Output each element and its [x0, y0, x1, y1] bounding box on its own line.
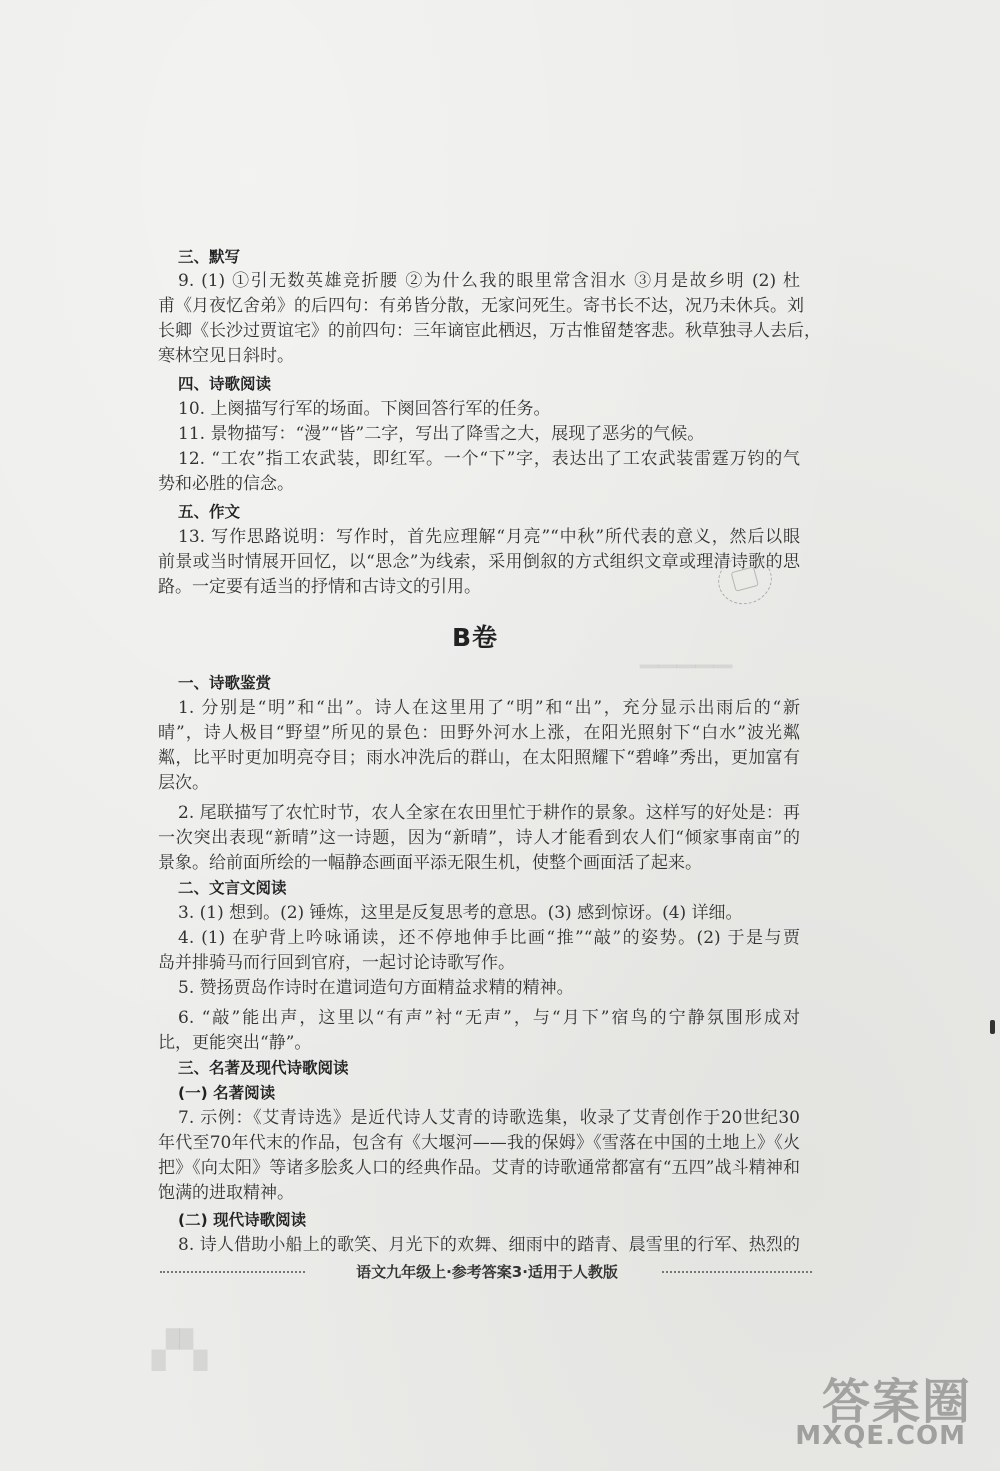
- answer-13-line-1: 13. 写作思路说明：写作时，首先应理解“月亮”“中秋”所代表的意义，然后以眼: [178, 527, 800, 547]
- footer-dotted-rule-left: [160, 1271, 305, 1273]
- answer-5: 5. 赞扬贾岛作诗时在遣词造句方面精益求精的精神。: [178, 978, 574, 998]
- answer-11: 11. 景物描写：“漫”“皆”二字，写出了降雪之大，展现了恶劣的气候。: [178, 424, 705, 444]
- heading-poetry-reading: 四、诗歌阅读: [178, 375, 272, 393]
- answer-2-line-1: 2. 尾联描写了农忙时节，农人全家在农田里忙于耕作的景象。这样写的好处是：再: [178, 803, 800, 823]
- answer-4-line-2: 岛并排骑马而行回到官府，一起讨论诗歌写作。: [158, 953, 515, 973]
- faint-corner-mark: ▞▚: [152, 1330, 208, 1371]
- edge-speck: [990, 1020, 995, 1034]
- heading-poetry-appreciation: 一、诗歌鉴赏: [178, 674, 272, 692]
- answer-12-line-2: 势和必胜的信念。: [158, 474, 294, 494]
- answer-9-line-4: 寒林空见日斜时。: [158, 346, 294, 366]
- subheading-modern-poetry: (二) 现代诗歌阅读: [178, 1211, 307, 1229]
- watermark-logo: 答案圈: [821, 1374, 972, 1430]
- answer-7-line-1: 7. 示例：《艾青诗选》是近代诗人艾青的诗歌选集，收录了艾青创作于20世纪30: [178, 1108, 800, 1128]
- answer-13-line-3: 路。一定要有适当的抒情和古诗文的引用。: [158, 577, 481, 597]
- answer-8-line-1: 8. 诗人借助小船上的歌笑、月光下的欢舞、细雨中的踏青、晨雪里的行军、热烈的: [178, 1235, 800, 1255]
- answer-10: 10. 上阕描写行军的场面。下阕回答行军的任务。: [178, 399, 551, 419]
- answer-9-line-3: 长卿《长沙过贾谊宅》的前四句：三年谪宦此栖迟，万古惟留楚客悲。秋草独寻人去后，: [158, 321, 821, 341]
- subheading-classics: (一) 名著阅读: [178, 1084, 276, 1102]
- answer-9-line-1: 9. (1) ①引无数英雄竞折腰 ②为什么我的眼里常含泪水 ③月是故乡明 (2) 杜: [178, 271, 800, 291]
- footer-dotted-rule-right: [662, 1271, 812, 1273]
- answer-1-line-4: 层次。: [158, 773, 209, 793]
- answer-1-line-3: 粼，比平时更加明亮夺目；雨水冲洗后的群山，在太阳照耀下“碧峰”秀出，更加富有: [158, 748, 800, 768]
- site-watermark: [772, 1363, 972, 1463]
- answer-2-line-3: 景象。给前面所绘的一幅静态画面平添无限生机，使整个画面活了起来。: [158, 853, 702, 873]
- answer-7-line-4: 饱满的进取精神。: [158, 1183, 294, 1203]
- bleed-through-text: ▔▔▔▔▔: [640, 665, 733, 693]
- answer-6-line-1: 6. “敲”能出声，这里以“有声”衬“无声”，与“月下”宿鸟的宁静氛围形成对: [178, 1008, 800, 1028]
- answer-3: 3. (1) 想到。(2) 锤炼，这里是反复思考的意思。(3) 感到惊讶。(4) 详细。: [178, 903, 743, 923]
- answer-7-line-2: 年代至70年代末的作品，包含有《大堰河——我的保姆》《雪落在中国的土地上》《火: [158, 1133, 800, 1153]
- answer-2-line-2: 一次突出表现“新晴”这一诗题，因为“新晴”，诗人才能看到农人们“倾家事南亩”的: [158, 828, 800, 848]
- section-b-title: B卷: [452, 623, 499, 652]
- answer-4-line-1: 4. (1) 在驴背上吟咏诵读，还不停地伸手比画“推”“敲”的姿势。(2) 于是与贾: [178, 928, 800, 948]
- page-footer: [160, 1261, 812, 1281]
- answer-12-line-1: 12. “工农”指工农武装，即红军。一个“下”字，表达出了工农武装雷霆万钧的气: [178, 449, 800, 469]
- footer-text: 语文九年级上·参考答案3·适用于人教版: [356, 1263, 618, 1281]
- answer-6-line-2: 比，更能突出“静”。: [158, 1033, 312, 1053]
- answer-1-line-2: 晴”，诗人极目“野望”所见的景色：田野外河水上涨，在阳光照射下“白水”波光粼: [158, 723, 800, 743]
- stamp-inner-box: [731, 566, 759, 592]
- answer-1-line-1: 1. 分别是“明”和“出”。诗人在这里用了“明”和“出”，充分显示出雨后的“新: [178, 698, 800, 718]
- heading-dictation: 三、默写: [178, 248, 241, 266]
- watermark-url: MXQE.COM: [795, 1421, 966, 1451]
- answer-13-line-2: 前景或当时情展开回忆，以“思念”为线索，采用倒叙的方式组织文章或理清诗歌的思: [158, 552, 800, 572]
- answer-9-line-2: 甫《月夜忆舍弟》的后四句：有弟皆分散，无家问死生。寄书长不达，况乃未休兵。刘: [158, 296, 804, 316]
- heading-classical-chinese: 二、文言文阅读: [178, 879, 287, 897]
- answer-7-line-3: 把》《向太阳》等诸多脍炙人口的经典作品。艾青的诗歌通常都富有“五四”战斗精神和: [158, 1158, 800, 1178]
- heading-composition: 五、作文: [178, 503, 241, 521]
- heading-classics-modern-poetry: 三、名著及现代诗歌阅读: [178, 1059, 349, 1077]
